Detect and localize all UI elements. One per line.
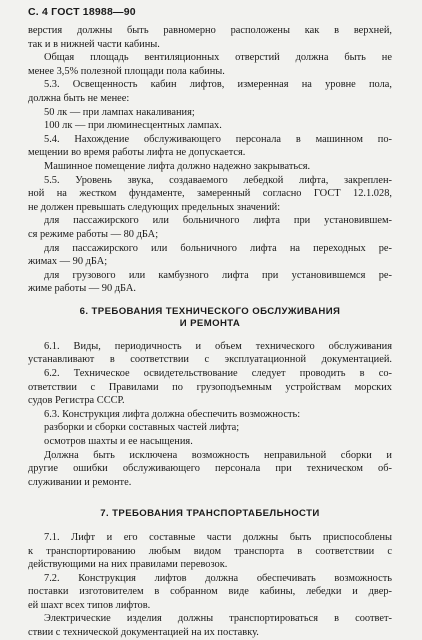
text-line: служивании и ремонте.: [28, 476, 132, 488]
section-7-heading: 7. ТРЕБОВАНИЯ ТРАНСПОРТАБЕЛЬНОСТИ: [100, 508, 320, 520]
text-line: 7.2. Конструкция лифтов должна обеспечивать возможность: [44, 572, 392, 584]
text-line: 50 лк — при лампах накаливания;: [44, 106, 195, 118]
text-line: 7.1. Лифт и его составные части должны быть приспособлены: [44, 531, 392, 543]
text-line: 5.3. Освещенность кабин лифтов, измеренная на уровне пола,: [44, 79, 392, 91]
section-7-text: [28, 531, 392, 640]
text-line: 5.4. Нахождение обслуживающего персонала в машинном по-: [44, 133, 392, 145]
page-header: С. 4 ГОСТ 18988—90: [28, 6, 136, 18]
text-line: судов Регистра СССР.: [28, 395, 125, 407]
text-line: поставки изготовителем в собранном виде кабины, лебедки и двер-: [28, 586, 392, 598]
text-line: разборки и сборки составных частей лифта;: [44, 422, 240, 434]
text-line: для грузового или камбузного лифта при установившемся ре-: [44, 269, 392, 281]
text-line: ся режиме работы — 80 дБА;: [28, 228, 159, 240]
text-line: устанавливают в соответствии с эксплуатационной документацией.: [28, 354, 392, 366]
text-line: ствии с технической документацией на их поставку.: [28, 627, 259, 639]
text-line: должна быть не менее:: [28, 92, 130, 104]
text-line: жимах — 90 дБА;: [28, 256, 108, 268]
text-line: Машинное помещение лифта должно надежно закрываться.: [44, 160, 311, 172]
text-line: 6.1. Виды, периодичность и объем технического обслуживания: [44, 340, 392, 352]
text-line: 6.3. Конструкция лифта должна обеспечить возможность:: [44, 408, 301, 420]
text-line: Должна быть исключена возможность неправильной сборки и: [44, 449, 392, 461]
section-6-heading-line-2: И РЕМОНТА: [179, 318, 241, 330]
text-line: не должен превышать следующих предельных значений:: [28, 201, 281, 213]
text-line: ответствии с Правилами по грузоподъемным устройствам морских: [28, 381, 392, 393]
text-line: 100 лк — при люминесцентных лампах.: [44, 120, 222, 132]
text-line: осмотров шахты и ее насыщения.: [44, 436, 193, 448]
text-line: ной на жестком фундаменте, замеренный согласно ГОСТ 12.1.028,: [28, 188, 392, 200]
text-line: Электрические изделия должны транспортироваться в соответ-: [44, 613, 392, 625]
text-line: другие ошибки обслуживающего персонала при техническом об-: [28, 463, 392, 475]
text-line: жиме работы — 90 дБА.: [28, 283, 136, 295]
text-line: верстия должны быть равномерно расположены как в верхней,: [28, 25, 392, 36]
section-6-text: [28, 340, 392, 490]
text-line: ей шахт всех типов лифтов.: [28, 599, 151, 611]
section-5-text: [28, 24, 392, 296]
text-line: для пассажирского или больничного лифта на переходных ре-: [44, 242, 392, 254]
text-line: для пассажирского или больничного лифта при установившем-: [44, 215, 392, 227]
text-line: мещении во время работы лифта не допускается.: [28, 147, 246, 159]
text-line: 6.2. Техническое освидетельствование следует проводить в со-: [44, 368, 392, 380]
text-line: к транспортированию любым видом транспорта в соответствии с: [28, 545, 392, 557]
text-line: 5.5. Уровень звука, создаваемого лебедкой лифта, закреплен-: [44, 174, 392, 186]
text-line: менее 3,5% полезной площади пола кабины.: [28, 65, 225, 77]
text-line: действующими на них правилами перевозок.: [28, 559, 228, 571]
text-line: Общая площадь вентиляционных отверстий должна быть не: [44, 52, 392, 64]
text-line: так и в нижней части кабины.: [28, 38, 160, 50]
section-6-heading: 6. ТРЕБОВАНИЯ ТЕХНИЧЕСКОГО ОБСЛУЖИВАНИЯ: [79, 305, 341, 317]
